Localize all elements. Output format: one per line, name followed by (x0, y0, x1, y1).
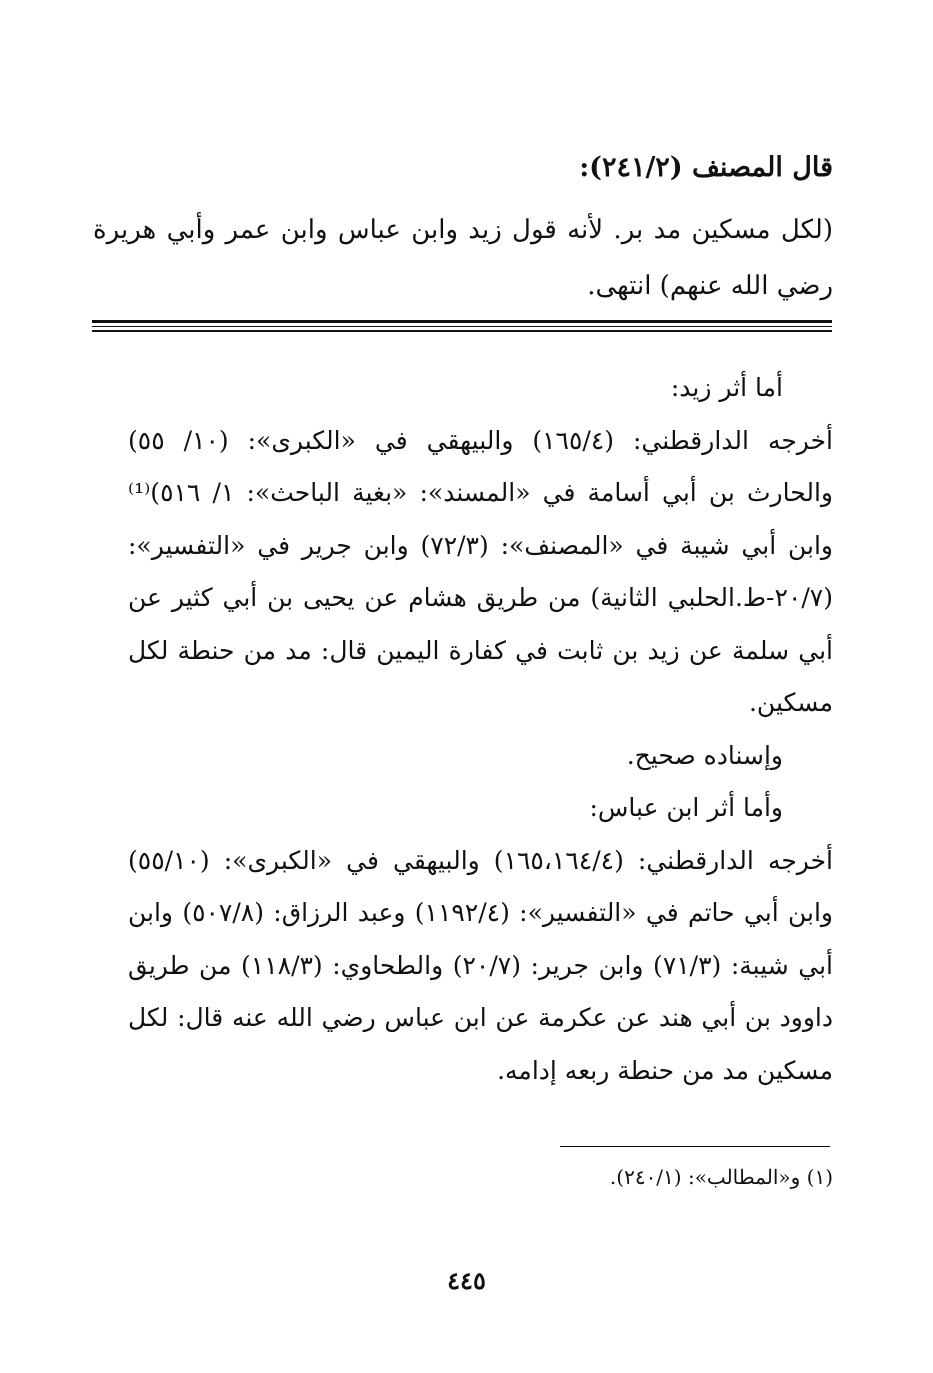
footnote: (١) و«المطالب»: (٢٤٠/١). (609, 1165, 833, 1189)
subheading-ibn-abbas: وأما أثر ابن عباس: (589, 793, 783, 822)
quoted-text: (لكل مسكين مد بر. لأنه قول زيد وابن عباس وابن عمر وأبي هريرة رضي الله عنهم) انتهى. (93, 215, 833, 301)
paragraph-zaid-sources: أخرجه الدارقطني: (١٦٥/٤) والبيهقي في «الكبرى»: (١٠/ ٥٥) والحارث بن أبي أسامة في «المسند»: «بغية الباحث»: ١/ ٥١٦)⁽¹⁾ وابن أبي شيبة في «المصنف»: (٧٢/٣) وابن جرير في «التفسير»: (٢٠/٧-ط.الحلبي الثانية) من طريق هشام عن يحيى بن أبي كثير عن أبي سلمة عن زيد بن ثابت في كفارة اليمين قال: مد من حنطة لكل مسكين. (128, 425, 833, 717)
divider-line-thick (92, 320, 832, 323)
divider-line-bottom (92, 330, 832, 332)
footnote-separator (560, 1146, 830, 1147)
section-heading: قال المصنف (٢٤١/٢): (579, 152, 833, 183)
divider-line-thin (92, 326, 832, 327)
page-number: ٤٤٥ (447, 1266, 486, 1295)
paragraph-isnad-grade: وإسناده صحيح. (626, 740, 783, 770)
commentary-body (128, 362, 833, 1097)
subheading-zaid: أما أثر زيد: (670, 373, 783, 402)
paragraph-ibn-abbas-sources: أخرجه الدارقطني: (١٦٥،١٦٤/٤) والبيهقي في «الكبرى»: (٥٥/١٠) وابن أبي حاتم في «التفسير»: (١١٩٢/٤) وعبد الرزاق: (٥٠٧/٨) وابن أبي شيبة: (٧١/٣) وابن جرير: (٢٠/٧) والطحاوي: (١١٨/٣) من طريق داوود بن أبي هند عن عكرمة عن ابن عباس رضي الله عنه قال: لكل مسكين مد من حنطة ربعه إدامه. (128, 845, 833, 1085)
